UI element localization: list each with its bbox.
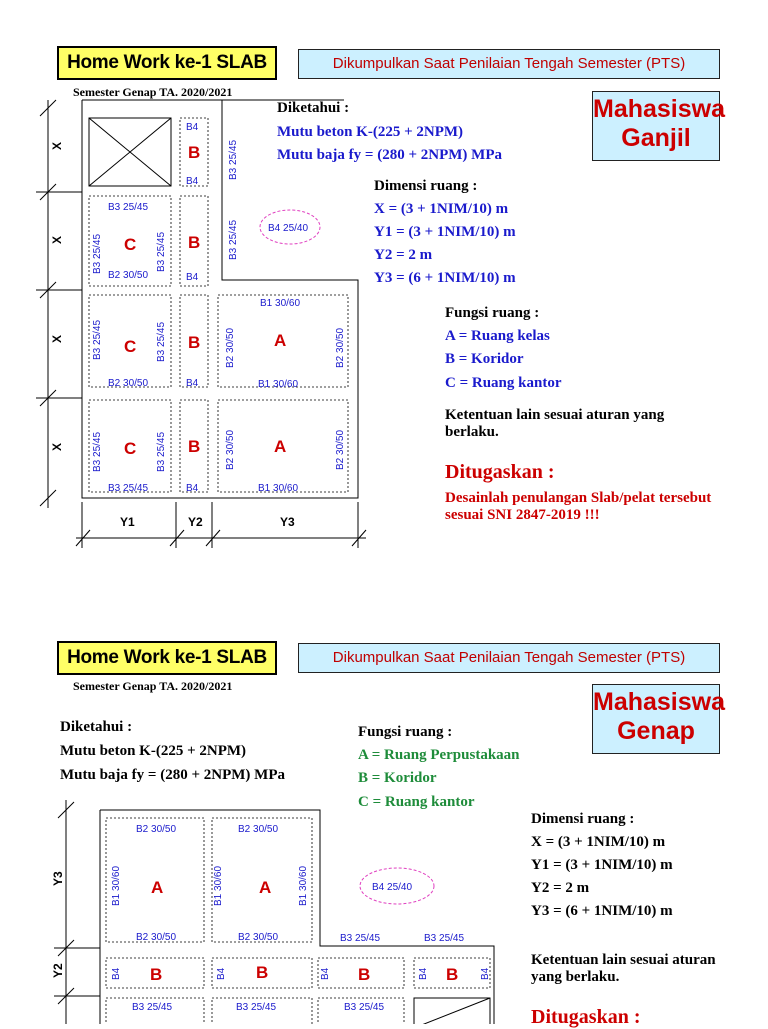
top-room-b2: B — [188, 233, 201, 252]
top-dim-y2: Y2 = 2 m — [374, 247, 433, 263]
top-room-c1: C — [124, 235, 137, 254]
bottom-outline — [100, 810, 494, 1024]
bottom-mahasiswa-box — [592, 684, 726, 754]
bottom-beam-v8: B4 — [480, 967, 491, 980]
bottom-room-a2: A — [259, 878, 272, 897]
top-beam-b2-a: B2 30/50 — [108, 270, 149, 281]
top-room-c3: C — [124, 439, 137, 458]
bottom-note: Dikumpulkan Saat Penilaian Tengah Semester (PTS) — [298, 643, 720, 673]
top-desain: Desainlah penulangan Slab/pelat tersebut sesuai SNI 2847-2019 !!! — [445, 490, 712, 523]
bottom-beam-v5: B4 — [216, 967, 227, 980]
bottom-beam-v6: B4 — [320, 967, 331, 980]
top-mahasiswa-box — [592, 91, 726, 161]
bottom-label-y2: Y2 — [51, 963, 65, 978]
top-dim-x: X = (3 + 1NIM/10) m — [374, 201, 509, 217]
top-beam-b2-b: B2 30/50 — [108, 378, 149, 389]
bottom-beam-b3-b: B3 25/45 — [424, 933, 465, 944]
bottom-fungsi-c: C = Ruang kantor — [358, 794, 475, 810]
bottom-room-b2: B — [256, 963, 269, 982]
top-diketahui: Diketahui : — [277, 100, 350, 116]
top-beam-b1-b: B1 30/60 — [258, 379, 299, 390]
top-mahasiswa-line2: Ganjil — [621, 124, 691, 152]
top-beam-b4-b: B4 — [186, 176, 199, 187]
bottom-title: Home Work ke-1 SLAB — [57, 641, 277, 675]
bottom-dim-y3: Y3 = (6 + 1NIM/10) m — [531, 903, 673, 919]
top-ditugaskan: Ditugaskan : — [445, 461, 555, 483]
top-room-a2: A — [274, 437, 287, 456]
top-mutu-beton: Mutu beton K-(225 + 2NPM) — [277, 124, 464, 140]
bottom-diketahui: Diketahui : — [60, 719, 133, 735]
top-room-c2: C — [124, 337, 137, 356]
top-beam-b4-e: B4 — [186, 483, 199, 494]
bottom-fungsi-b: B = Koridor — [358, 770, 437, 786]
top-fungsi-heading: Fungsi ruang : — [445, 305, 540, 321]
top-beam-v11: B2 30/50 — [225, 429, 236, 470]
top-label-x2: X — [50, 235, 64, 244]
top-beam-b1-c: B1 30/60 — [258, 483, 299, 494]
top-label-y2: Y2 — [188, 515, 203, 529]
top-beam-b1-a: B1 30/60 — [260, 298, 301, 309]
bottom-mutu-beton: Mutu beton K-(225 + 2NPM) — [60, 743, 247, 759]
bottom-dimensi-heading: Dimensi ruang : — [531, 811, 635, 827]
top-room-b1: B — [188, 143, 201, 162]
bottom-room-b3: B — [358, 965, 371, 984]
top-beam-b4-2540: B4 25/40 — [268, 223, 309, 234]
top-label-x1: X — [50, 141, 64, 150]
top-floor-plan — [36, 88, 376, 558]
bottom-beam-v4: B4 — [111, 967, 122, 980]
bottom-ketentuan: Ketentuan lain sesuai aturan yang berlaku. — [531, 952, 716, 985]
top-beam-v7: B3 25/45 — [92, 431, 103, 472]
bottom-fungsi-heading: Fungsi ruang : — [358, 724, 453, 740]
top-room-b4: B — [188, 437, 201, 456]
top-beam-v10: B2 30/50 — [335, 327, 346, 368]
bottom-mutu-baja: Mutu baja fy = (280 + 2NPM) MPa — [60, 767, 285, 783]
top-beam-v3: B3 25/45 — [92, 233, 103, 274]
bottom-beam-b2-d: B2 30/50 — [238, 932, 279, 943]
bottom-beam-v1: B1 30/60 — [111, 865, 122, 906]
top-beam-v5: B3 25/45 — [92, 319, 103, 360]
top-beam-v6: B3 25/45 — [156, 321, 167, 362]
bottom-mahasiswa-line2: Genap — [617, 717, 695, 745]
top-label-x4: X — [50, 442, 64, 451]
bottom-label-y3: Y3 — [51, 871, 65, 886]
top-title: Home Work ke-1 SLAB — [57, 46, 277, 80]
top-fungsi-c: C = Ruang kantor — [445, 375, 562, 391]
bottom-room-b4: B — [446, 965, 459, 984]
top-beam-b3-b: B3 25/45 — [108, 483, 149, 494]
top-note: Dikumpulkan Saat Penilaian Tengah Semester (PTS) — [298, 49, 720, 79]
bottom-dim-y1: Y1 = (3 + 1NIM/10) m — [531, 857, 673, 873]
top-beam-b3-a: B3 25/45 — [108, 202, 149, 213]
top-label-x3: X — [50, 334, 64, 343]
top-room-a1: A — [274, 331, 287, 350]
bottom-dim-x: X = (3 + 1NIM/10) m — [531, 834, 666, 850]
bottom-beam-v3: B1 30/60 — [298, 865, 309, 906]
top-dim-y3: Y3 = (6 + 1NIM/10) m — [374, 270, 516, 286]
bottom-beam-b3-d: B3 25/45 — [236, 1002, 277, 1013]
top-label-y3: Y3 — [280, 515, 295, 529]
bottom-beam-b3-e: B3 25/45 — [344, 1002, 385, 1013]
top-ketentuan: Ketentuan lain sesuai aturan yang berlaku. — [445, 407, 665, 440]
bottom-beam-b2-a: B2 30/50 — [136, 824, 177, 835]
bottom-beam-v2: B1 30/60 — [213, 865, 224, 906]
bottom-room-a1: A — [151, 878, 164, 897]
top-dimensi-heading: Dimensi ruang : — [374, 178, 478, 194]
top-fungsi-b: B = Koridor — [445, 351, 524, 367]
bottom-beam-b2-b: B2 30/50 — [238, 824, 279, 835]
top-dim-y1: Y1 = (3 + 1NIM/10) m — [374, 224, 516, 240]
top-beam-v4: B3 25/45 — [156, 231, 167, 272]
top-beam-v2: B3 25/45 — [228, 219, 239, 260]
bottom-ditugaskan: Ditugaskan : — [531, 1006, 641, 1028]
bottom-semester: Semester Genap TA. 2020/2021 — [73, 679, 233, 693]
top-beam-b4-a: B4 — [186, 122, 199, 133]
top-beam-b4-d: B4 — [186, 378, 199, 389]
top-beam-b4-c: B4 — [186, 272, 199, 283]
top-fungsi-a: A = Ruang kelas — [445, 328, 550, 344]
top-mutu-baja: Mutu baja fy = (280 + 2NPM) MPa — [277, 147, 502, 163]
top-beam-v12: B2 30/50 — [335, 429, 346, 470]
bottom-beam-b2-c: B2 30/50 — [136, 932, 177, 943]
bottom-beam-b3-c: B3 25/45 — [132, 1002, 173, 1013]
bottom-beam-b3-a: B3 25/45 — [340, 933, 381, 944]
top-semester: Semester Genap TA. 2020/2021 — [73, 85, 233, 99]
bottom-fungsi-a: A = Ruang Perpustakaan — [358, 747, 520, 763]
top-room-b3: B — [188, 333, 201, 352]
top-beam-v1: B3 25/45 — [228, 139, 239, 180]
bottom-dim-y2: Y2 = 2 m — [531, 880, 590, 896]
bottom-beam-b4-2540: B4 25/40 — [372, 882, 413, 893]
bottom-beam-v7: B4 — [418, 967, 429, 980]
top-beam-v8: B3 25/45 — [156, 431, 167, 472]
top-mahasiswa-line1: Mahasiswa — [593, 95, 726, 123]
bottom-mahasiswa-line1: Mahasiswa — [593, 688, 726, 716]
top-beam-v9: B2 30/50 — [225, 327, 236, 368]
bottom-room-b1: B — [150, 965, 163, 984]
top-label-y1: Y1 — [120, 515, 135, 529]
bottom-floor-plan — [36, 790, 506, 1024]
